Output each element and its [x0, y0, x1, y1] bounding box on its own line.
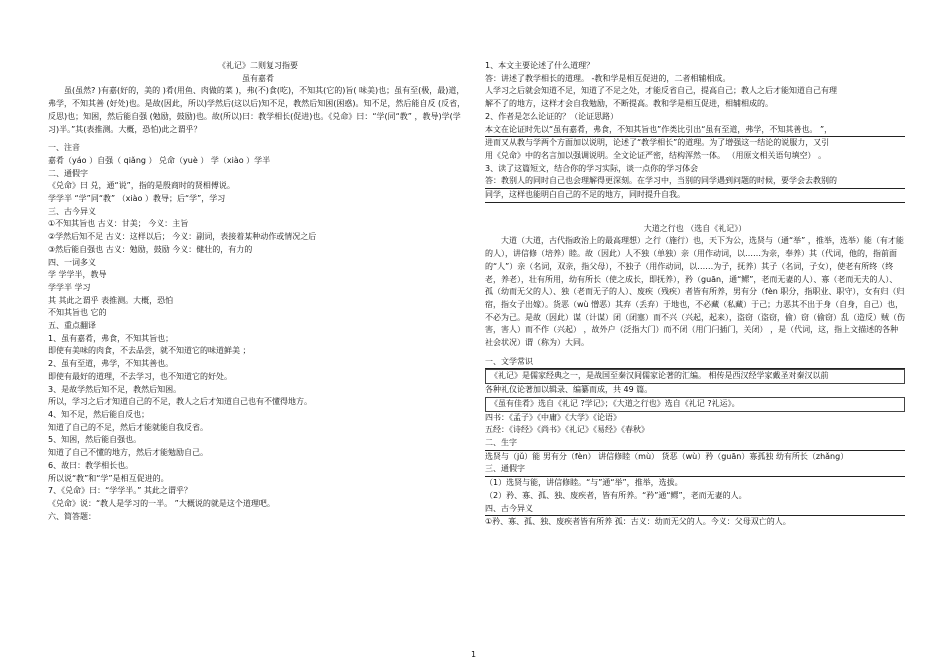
translation-a3: 所以，学习之后才知道自己的不足，教人之后才知道自己也有不懂得地方。: [48, 397, 312, 407]
qa-a3-line2: 同学，这样也能明白自己的不足的地方，同时提升自我。: [485, 189, 905, 203]
translation-q1: 1、虽有嘉肴，弗食，不知其旨也；: [48, 333, 174, 343]
qa-a2-line3: 用《兑命》中的名言加以强调说明。全文论证严密，结构浑然一体。 （用原文相关语句填空） 。: [485, 150, 827, 160]
translation-a6: 所以说“教”和“学”是相互促进的。: [48, 473, 169, 483]
qa-a2-line2: 进而又从教与学两个方面加以说明，论述了“教学相长”的道理。为了增强这一结论的说服力，又引: [485, 138, 830, 148]
new-words-line: 选贤与（jǔ）能 男有分（fèn） 讲信修睦（mù） 货恶（wù）矜（guān）寡孤独 幼有所长（zhǎng）: [485, 451, 849, 461]
heading-new-words: 二、生字: [485, 437, 905, 451]
translation-a5: 知道了自己不懂的地方，然后才能勉励自己。: [48, 448, 208, 458]
literature-line-1: 《礼记》是儒家经典之一，是战国至秦汉间儒家论著的汇编。 相传是西汉经学家戴圣对秦汉以前: [485, 369, 905, 384]
translation-q2: 2、虽有至道，弗学，不知其善也。: [48, 359, 174, 369]
yiduo-line-4: 不知其旨也 它的: [48, 308, 107, 318]
gujin-line-2: ②学然后知不足 古义：这样以后； 今义：副词，表接着某种动作或情况之后: [48, 232, 317, 242]
page-number: 1: [471, 650, 477, 659]
datong-paragraph: 大道（大道，古代指政治上的最高理想）之行（施行）也，天下为公，选贤与（通“举” ，推举，选举）能（有才能的人），讲信修（培养）睦。故（因此）人不独（单独）亲（用作动词，以……为亲，奉养）其（代词，他的，指前面的“人”）亲（名词，双亲，指父母），不独子（用作动词，以……为子，抚养）其子（名词，子女），使老有所终（终老，养老），壮有所用，幼有所长（使之成长，即抚养），矜（guān，通“鳏”，老而无妻的人）、寡（老而无夫的人）、孤（幼而无父的人）、独（老而无子的人）、废疾（残疾）者皆有所养，男有分（fèn 职分，指职业、职守），女有归（归宿，指女子出嫁）。货恶（wù 憎恶）其弃（丢弃）于地也，不必藏（私藏）于己；力恶其不出于身（自身，自己）也，不必为己。是故（因此）谋（计谋）闭（闭塞）而不兴（兴起，起来），盗窃（盗窃，偷）窃（偷窃）乱（造反）贼（伤害，害人）而不作（兴起） ，故外户（泛指大门）而不闭（用门闩插门，关闭） ，是（代词，这，指上文描述的各种社会状况）谓（称为）大同。: [485, 236, 905, 348]
tongjia2-line-1: （1）选贤与能，讲信修睦。“与”通“举”，推举，选拔。: [485, 478, 683, 488]
qa-a1-line3: 解不了的地方，这样才会自我勉励，不断提高。教和学是相互促进，相辅相成的。: [485, 99, 773, 109]
heading-gujin: 三、古今异义: [48, 206, 96, 216]
qa-q2: 2、作者是怎么论证的？（论证思路）: [485, 111, 619, 121]
qa-a3-line1: 答：教别人的同时自己也会理解得更深刻。在学习中，当别的同学遇到问题的时候，要学会去教别的: [485, 175, 905, 189]
gujin-line-3: ③然后能自强也 古义：勉励，鼓励 今义：健壮的，有力的: [48, 244, 253, 254]
qa-q3: 3、读了这篇短文，结合你的学习实际，谈一点你的学习体会: [485, 163, 699, 173]
five-classics-line: 五经：《诗经》《尚书》《礼记》《易经》《春秋》: [485, 425, 649, 435]
heading-tongjia: 二、通假字: [48, 168, 88, 178]
heading-gujin-2: 四、古今异义: [485, 503, 905, 517]
translation-q5: 5、知困，然后能自强也。: [48, 435, 142, 445]
literature-line-2: 各种礼仪论著加以辑录、编纂而成，共 49 篇。: [485, 385, 653, 395]
qa-a1-line2: 人学习之后就会知道不足，知道了不足之处，才能反省自己，提高自己；教人之后才能知道自己有理: [485, 86, 837, 96]
literature-line-3: 《虽有佳肴》选自《礼记 ?学记》；《大道之行也》选自《礼记 ?礼运》。: [485, 397, 905, 412]
yiduo-line-2: 学学半 学习: [48, 282, 91, 292]
qa-a2-line1: 本文在论证时先以“虽有嘉肴，弗食，不知其旨也”作类比引出“虽有至道，弗学，不知其善也。 ”，: [485, 124, 905, 138]
doc-title: 《礼记》二则复习指要: [218, 61, 298, 70]
translation-a7: 《兑命》说：“教人是学习的一半。 ”大概说的就是这个道理吧。: [48, 498, 275, 508]
right-column: [485, 60, 905, 529]
gujin-line-1: ①不知其旨也 古义：甘美； 今义：主旨: [48, 219, 189, 229]
left-column: [48, 60, 468, 523]
qa-a1-line1: 答：讲述了教学相长的道理。 -教和学是相互促进的，二者相辅相成。: [485, 73, 731, 83]
tongjia2-line-2: （2）矜、寡、孤、独、废疾者，皆有所养。“矜”通“鳏”，老而无妻的人。: [485, 490, 747, 500]
tongjia-line-1: 《兑命》曰 兑，通“说”，指的是殷商时的贤相傅说。: [48, 181, 235, 191]
classical-text-paragraph: 虽(虽然? )有嘉(好的，美的 )肴(用鱼、肉做的菜 )，弗(不)食(吃)，不知其(它的)旨( 味美)也；虽有至(极，最)道，弗学，不知其善 (好处)也。是故(因此，所以)学然后(这以后)知不足，教然后知困(困惑)。知不足，然后能自反 (反省，反思)也；知困，然后能自强 (勉励，鼓励)也。故(所以)曰：教学相长(促进)也。《兑命》曰：“学(同“教” ，教导)学(学习)半。”其(表推测。大概，恐怕)此之谓乎？: [48, 86, 466, 134]
heading-pronunciation: 一、注音: [48, 143, 80, 153]
heading-yiduo: 四、一词多义: [48, 257, 96, 267]
pronunciation-line: 嘉肴（yáo ）自强（ qiǎng ） 兑命（yuè ） 学（xiào ）学半: [48, 155, 271, 165]
translation-q4: 4、知不足，然后能自反也；: [48, 409, 150, 419]
heading-tongjia-2: 三、通假字: [485, 463, 905, 477]
translation-a4: 知道了自己的不足，然后才能就能自我反省。: [48, 422, 208, 432]
yiduo-line-1: 学 学学半，教导: [48, 270, 107, 280]
section-subtitle: 虽有嘉肴: [242, 73, 274, 83]
translation-q7: 7、《兑命》曰：“学学半。” 其此之谓乎？: [48, 486, 192, 496]
yiduo-line-3: 其 其此之谓乎 表推测。大概，恐怕: [48, 295, 174, 305]
translation-a1: 即使有美味的肉食，不去品尝，就不知道它的味道鲜美 ；: [48, 346, 251, 356]
tongjia-line-2: 学学半 “学”同“教” （xiào ）教导；后“学”，学习: [48, 194, 226, 204]
translation-q6: 6、故曰：教学相长也。: [48, 460, 134, 470]
translation-a2: 即使有最好的道理，不去学习，也不知道它的好处。: [48, 371, 232, 381]
qa-q1: 1、本文主要论述了什么道理？: [485, 61, 595, 70]
section-title-datong: 大道之行也 （选自《礼记》）: [643, 223, 747, 233]
four-books-line: 四书：《孟子》《中庸》《大学》《论语》: [485, 412, 621, 422]
gujin2-line-1: ①矜、寡、孤、独、废疾者皆有所养 孤：古义：幼而无父的人。今义：父母双亡的人。: [485, 517, 791, 527]
heading-short-answer: 六、简答题：: [48, 511, 96, 521]
translation-q3: 3、是故学然后知不足，教然后知困。: [48, 384, 182, 394]
heading-translation: 五、重点翻译: [48, 321, 96, 331]
heading-literature: 一、文学常识: [485, 356, 905, 370]
